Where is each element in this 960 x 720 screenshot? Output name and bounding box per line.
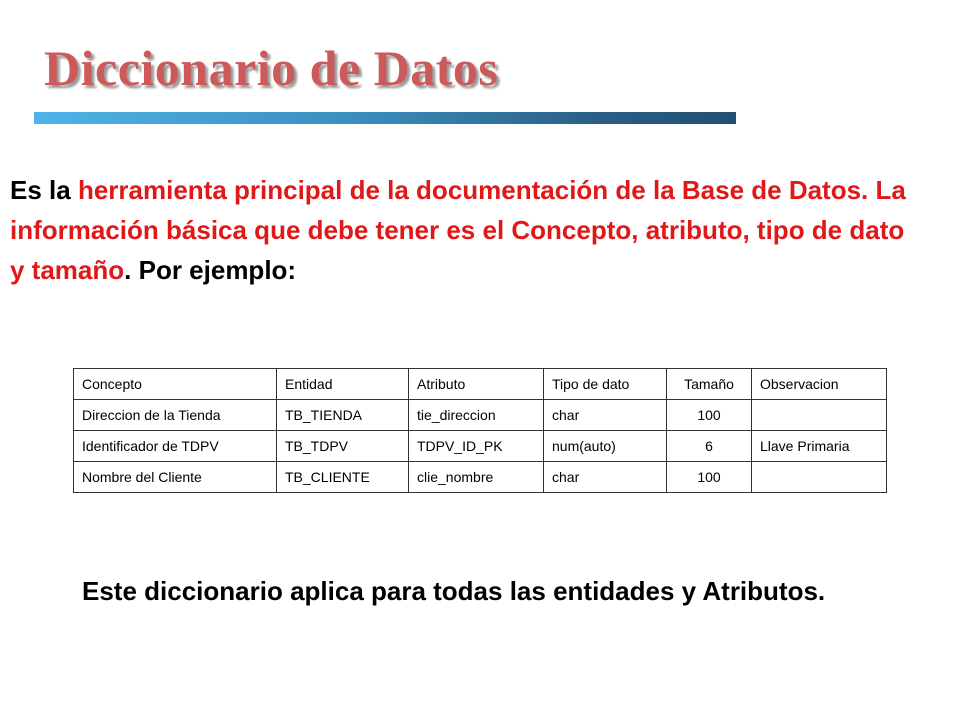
cell-atributo: clie_nombre <box>409 462 544 493</box>
header-observacion: Observacion <box>752 369 887 400</box>
header-entidad: Entidad <box>277 369 409 400</box>
intro-text-lead: Es la <box>10 175 78 205</box>
intro-text-tail: . Por ejemplo: <box>124 255 297 285</box>
cell-tamano: 100 <box>667 462 752 493</box>
intro-text-highlight: herramienta principal de la documentación de la Base de Datos. La información básica que debe tener es el Concepto, atributo, tipo de dato y tamaño <box>10 175 906 285</box>
cell-entidad: TB_TIENDA <box>277 400 409 431</box>
cell-tipo-de-dato: num(auto) <box>544 431 667 462</box>
cell-concepto: Identificador de TDPV <box>74 431 277 462</box>
table-row <box>74 400 887 431</box>
cell-observacion <box>752 462 887 493</box>
table-row <box>74 431 887 462</box>
cell-tamano: 100 <box>667 400 752 431</box>
table-header-row <box>74 369 887 400</box>
cell-observacion: Llave Primaria <box>752 431 887 462</box>
header-tamano: Tamaño <box>667 369 752 400</box>
title-underline-bar <box>34 112 736 124</box>
cell-tamano: 6 <box>667 431 752 462</box>
cell-entidad: TB_CLIENTE <box>277 462 409 493</box>
cell-concepto: Nombre del Cliente <box>74 462 277 493</box>
cell-tipo-de-dato: char <box>544 462 667 493</box>
header-tipo-de-dato: Tipo de dato <box>544 369 667 400</box>
cell-tipo-de-dato: char <box>544 400 667 431</box>
cell-concepto: Direccion de la Tienda <box>74 400 277 431</box>
slide-title: Diccionario de Datos <box>44 40 499 96</box>
data-dictionary-table <box>73 368 887 493</box>
cell-atributo: tie_direccion <box>409 400 544 431</box>
cell-atributo: TDPV_ID_PK <box>409 431 544 462</box>
header-concepto: Concepto <box>74 369 277 400</box>
closing-paragraph: Este diccionario aplica para todas las entidades y Atributos. <box>82 576 826 606</box>
header-atributo: Atributo <box>409 369 544 400</box>
intro-paragraph <box>10 170 920 290</box>
cell-observacion <box>752 400 887 431</box>
table-row <box>74 462 887 493</box>
cell-entidad: TB_TDPV <box>277 431 409 462</box>
